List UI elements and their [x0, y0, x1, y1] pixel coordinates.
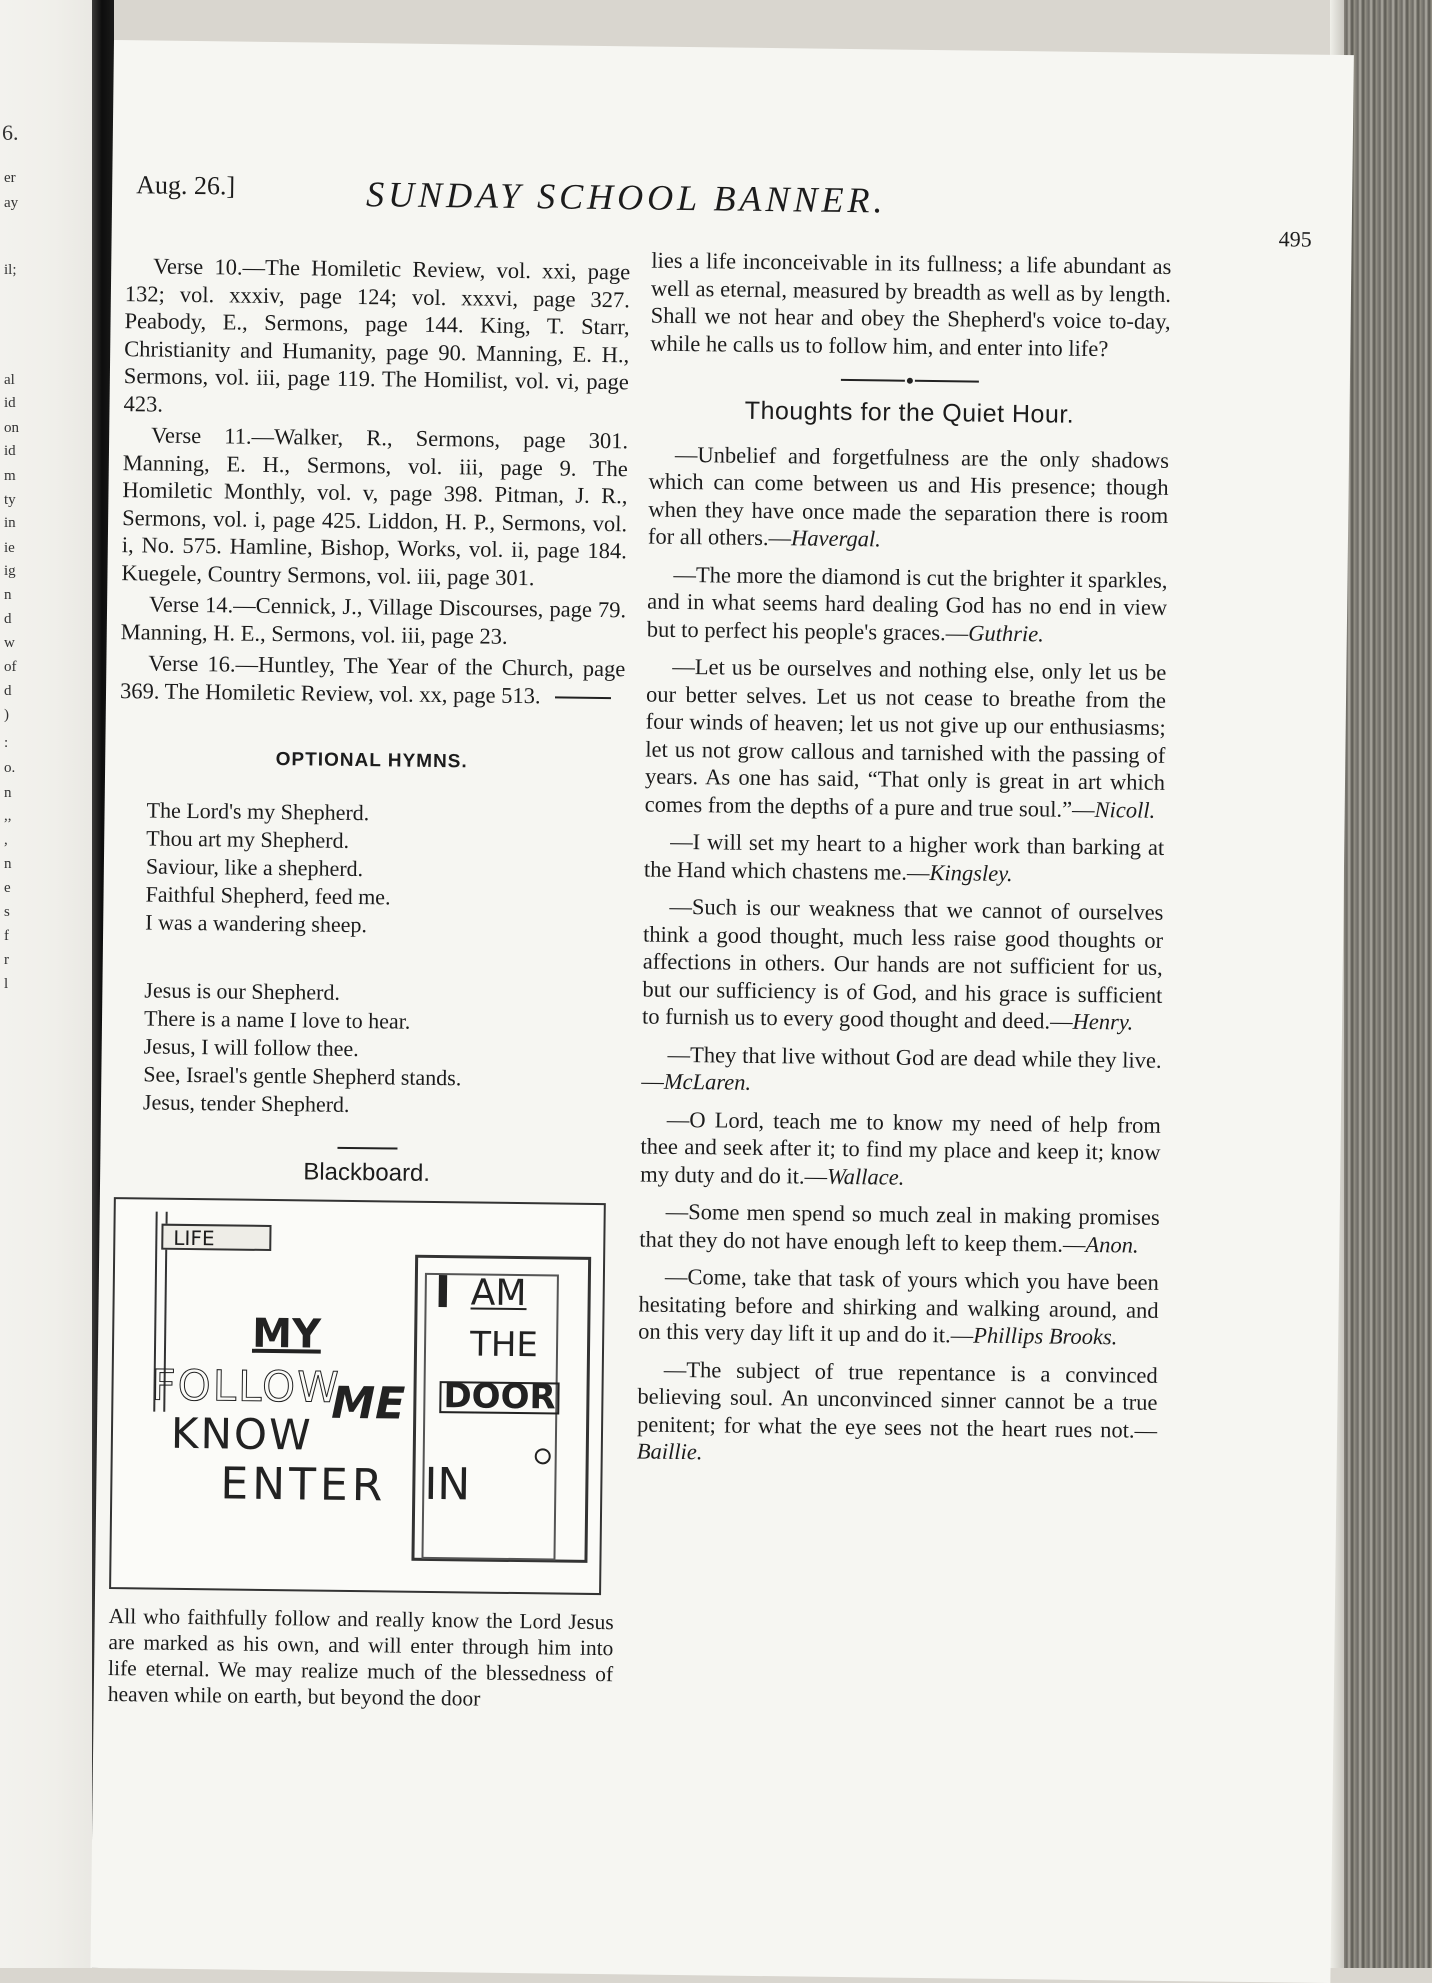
- blackboard-caption: All who faithfully follow and really know the Lord Jesus are marked as his own, and will enter through him into life eternal. We may realize much of the blessedness of heaven while on earth, but beyond the door: [107, 1604, 614, 1711]
- thought-author: Wallace.: [826, 1163, 905, 1190]
- left-page-fragment: s: [4, 904, 10, 920]
- thought-author: Anon.: [1085, 1231, 1139, 1258]
- thought-paragraph: [645, 653, 1167, 824]
- left-page-fragment: il;: [4, 262, 17, 278]
- reference-text: Cennick, J., Village Discourses, page 79. Manning, H. E., Sermons, vol. iii, page 23.: [120, 592, 627, 649]
- thought-paragraph: [640, 1105, 1161, 1194]
- blackboard-illustration: [109, 1197, 606, 1595]
- section-divider: [337, 1146, 397, 1149]
- word-know: KNOW: [170, 1408, 313, 1460]
- reference-text: The Homiletic Review, vol. xxi, page 132; vol. xxxiv, page 124; vol. xxxvi, page 327. Peabody, E., Sermons, page 144. King, T. Starr, Christianity and Humanity, page 90. Manning, E. H., Sermons, vol. iii, page 119. The Homilist, vol. vi, page 423.: [123, 254, 631, 417]
- thought-text: —The more the diamond is cut the brighter it sparkles, and in what seems hard dealing God has no end in view but to perfect his people's graces.—: [646, 561, 1168, 645]
- blackboard-title: Blackboard.: [303, 1157, 431, 1187]
- book-page: [90, 40, 1353, 1983]
- verse-label: Verse 11.—: [151, 422, 275, 449]
- hymn-item: See, Israel's gentle Shepherd stands.: [143, 1060, 462, 1090]
- thought-author: Baillie.: [636, 1438, 703, 1465]
- hymn-item: Faithful Shepherd, feed me.: [145, 880, 391, 909]
- ornament-divider: [650, 375, 1170, 387]
- short-rule: [555, 697, 611, 700]
- left-page-fragment: o.: [4, 760, 16, 776]
- reference-verse-14: [121, 590, 627, 651]
- reference-verse-11: [121, 421, 628, 592]
- thought-text: —The subject of true repentance is a convinced believing soul. An unconvinced sinner cannot be a true penitent; for what the eye sees not the heart rues not.—: [636, 1356, 1158, 1443]
- hymns-title: OPTIONAL HYMNS.: [275, 749, 468, 773]
- hymn-item: I was a wandering sheep.: [145, 908, 368, 937]
- hymn-list-2: [115, 976, 622, 1122]
- word-the: THE: [469, 1324, 539, 1366]
- left-page-fragment: ,: [4, 832, 8, 848]
- thought-text: —Such is our weakness that we cannot of ourselves think a good thought, much less raise good thoughts or affections in others. Our hands are not sufficient for us, but our sufficiency is of God, and his grace is sufficient to furnish us to every good thought and deed.—: [641, 893, 1164, 1034]
- left-page-fragment: er: [4, 170, 16, 186]
- hymn-item: Saviour, like a shepherd.: [145, 852, 364, 881]
- thought-text: —O Lord, teach me to know my need of help from thee and seek after it; to find my place and keep it; know my duty and do it.—: [640, 1106, 1161, 1189]
- hymn-item: Jesus, I will follow thee.: [143, 1032, 359, 1061]
- word-follow: FOLLOW: [151, 1360, 341, 1412]
- reference-text: Huntley, The Year of the Church, page 369. The Homiletic Review, vol. xx, page 513.: [119, 651, 626, 708]
- thought-paragraph: [638, 1263, 1159, 1352]
- left-page-fragment: l: [4, 976, 9, 992]
- signpost-sign: LIFE: [161, 1224, 271, 1251]
- left-page-fragment: f: [4, 928, 9, 944]
- left-page-fragment: id: [4, 443, 16, 459]
- left-page-fragment: :: [4, 735, 9, 751]
- thought-text: —Come, take that task of yours which you have been hesitating before and shirking and walking around, and on this very day lift it up and do it.—: [638, 1263, 1160, 1348]
- left-page-edge: [0, 0, 92, 1968]
- word-am: AM: [470, 1272, 527, 1315]
- verse-label: Verse 16.—: [148, 650, 259, 677]
- word-door: DOOR: [439, 1381, 560, 1414]
- thoughts-list: [637, 440, 1169, 1471]
- left-page-fragment: e: [4, 880, 11, 896]
- references: [120, 252, 630, 710]
- thought-text: —I will set my heart to a higher work than barking at the Hand which chastens me.—: [643, 828, 1165, 885]
- right-column: [637, 247, 1172, 1482]
- left-page-fragment: n: [4, 856, 12, 872]
- word-my: MY: [251, 1310, 322, 1358]
- left-page-fragment: of: [4, 659, 17, 675]
- header-title: SUNDAY SCHOOL BANNER.: [365, 174, 887, 221]
- left-page-fragment: m: [4, 468, 16, 484]
- thought-text: —Some men spend so much zeal in making promises that they do not have enough left to keep them.—: [639, 1198, 1160, 1257]
- left-page-fragment: n: [4, 785, 12, 801]
- left-page-fragment: id: [4, 395, 16, 411]
- header-date: Aug. 26.]: [136, 170, 236, 201]
- hymn-item: Thou art my Shepherd.: [146, 824, 350, 853]
- thoughts-title: Thoughts for the Quiet Hour.: [744, 396, 1075, 429]
- left-page-fragment: al: [4, 372, 15, 388]
- thought-paragraph: [647, 560, 1168, 649]
- thought-paragraph: [637, 1355, 1158, 1471]
- left-page-fragment: ty: [4, 492, 16, 508]
- left-page-fragment: ,,: [4, 808, 12, 824]
- hymn-item: Jesus, tender Shepherd.: [142, 1088, 350, 1117]
- word-i: I: [434, 1267, 452, 1319]
- left-page-fragment: 6.: [2, 120, 19, 145]
- continuation-paragraph: lies a life inconceivable in its fullness; a life abundant as well as eternal, measured by breadth as well as by length. Shall we not hear and obey the Shepherd's voice to-day, while he calls us to follow him, and enter into life?: [650, 247, 1172, 361]
- left-page-fragment: on: [4, 420, 19, 436]
- thought-paragraph: [648, 440, 1169, 556]
- thought-author: Guthrie.: [968, 619, 1045, 646]
- thought-text: —Unbelief and forgetfulness are the only shadows which can come between us and His presence; though when they have once made the separation there is room for all others.—: [647, 441, 1170, 551]
- left-column: [107, 252, 630, 1735]
- thought-text: —They that live without God are dead while they live.—: [641, 1041, 1162, 1094]
- reference-verse-10: [123, 252, 630, 423]
- thought-author: McLaren.: [663, 1068, 752, 1095]
- door-knob-icon: [535, 1448, 551, 1464]
- page-number: 495: [1278, 226, 1312, 252]
- thought-author: Phillips Brooks.: [973, 1322, 1118, 1350]
- word-me: ME: [331, 1377, 406, 1430]
- reference-verse-16: [120, 649, 626, 710]
- word-enter: ENTER: [220, 1458, 387, 1512]
- left-page-fragment: n: [4, 587, 12, 603]
- reference-text: Walker, R., Sermons, page 301. Manning, E. H., Sermons, vol. iii, page 9. The Homiletic Monthly, vol. v, page 398. Pitman, J. R., Sermons, vol. i, page 425. Liddon, H. P., Sermons, vol. i, No. 575. Hamline, Bishop, Works, vol. ii, page 184. Kuegele, Country Sermons, vol. iii, page 301.: [121, 423, 629, 590]
- left-page-fragment: d: [4, 683, 12, 699]
- thought-author: Havergal.: [790, 525, 881, 552]
- hymn-item: There is a name I love to hear.: [143, 1004, 411, 1034]
- left-page-fragment: d: [4, 611, 12, 627]
- thought-author: Nicoll.: [1094, 796, 1156, 823]
- left-page-fragment: ie: [4, 540, 15, 556]
- verse-label: Verse 14.—: [148, 591, 256, 618]
- page-header: [136, 160, 1313, 252]
- thought-paragraph: [641, 1040, 1162, 1101]
- thought-paragraph: [644, 828, 1165, 889]
- left-page-fragment: ay: [4, 195, 19, 211]
- thought-paragraph: [642, 893, 1164, 1037]
- book-page-edges: [1344, 0, 1432, 1968]
- left-page-fragment: ): [4, 707, 9, 723]
- left-page-fragment: ig: [4, 563, 16, 579]
- thought-paragraph: [639, 1198, 1160, 1259]
- word-in: IN: [424, 1458, 471, 1511]
- thought-text: —Let us be ourselves and nothing else, only let us be our better selves. Let us not cease to breathe from the four winds of heaven; let us not give up our enthusiasms; let us not grow callous and tarnished with the passing of years. As one has said, “That only is great in art which comes from the depths of a pure and true soul.”—: [644, 653, 1167, 822]
- left-page-fragment: in: [4, 515, 16, 531]
- left-page-fragment: w: [4, 635, 15, 651]
- hymn-list-1: [117, 796, 624, 942]
- verse-label: Verse 10.—: [153, 253, 266, 280]
- left-page-fragment: r: [4, 952, 9, 968]
- thought-author: Kingsley.: [929, 859, 1013, 886]
- hymn-item: Jesus is our Shepherd.: [144, 976, 341, 1005]
- hymn-item: The Lord's my Shepherd.: [146, 796, 370, 825]
- thought-author: Henry.: [1072, 1008, 1134, 1035]
